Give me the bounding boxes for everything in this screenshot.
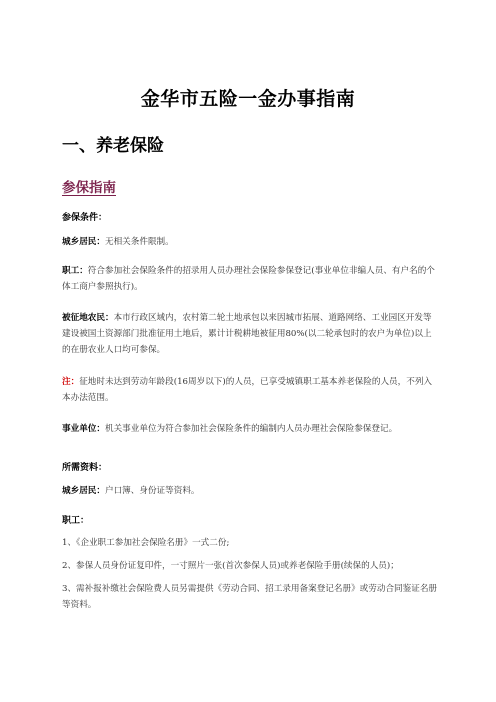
- condition-public-institution-label: 事业单位：: [62, 424, 105, 434]
- subsection-heading: 参保指南: [62, 180, 116, 196]
- material-item: 3、需补报补缴社会保险费人员另需提供《劳动合同、招工录用备案登记名册》或劳动合同鉴证名册等资料。: [62, 584, 438, 610]
- document-title: 金华市五险一金办事指南: [140, 88, 356, 110]
- condition-note-text: 征地时未达到劳动年龄段(16周岁以下)的人员，已享受城镇职工基本养老保险的人员，不列入本办法范围。: [62, 377, 433, 403]
- material-urban-rural-label: 城乡居民：: [62, 486, 105, 496]
- condition-note: [62, 374, 437, 406]
- material-item: 2、参保人员身份证复印件，一寸照片一张(首次参保人员)或养老保险手册(续保的人员)；: [62, 561, 399, 571]
- condition-public-institution: [62, 421, 437, 437]
- materials-employee-heading: 职工：: [62, 516, 90, 526]
- condition-urban-rural-text: 无相关条件限制。: [104, 237, 174, 247]
- condition-land-expropriated: [62, 310, 437, 358]
- condition-employee-label: 职工：: [62, 266, 88, 276]
- condition-employee: [62, 263, 437, 295]
- material-urban-rural-text: 户口簿、身份证等资料。: [104, 486, 200, 496]
- condition-land-expropriated-label: 被征地农民：: [62, 313, 114, 323]
- material-urban-rural: [62, 483, 437, 499]
- condition-public-institution-text: 机关事业单位为符合参加社会保险条件的编制内人员办理社会保险参保登记。: [104, 424, 398, 434]
- condition-urban-rural: [62, 234, 437, 250]
- condition-note-label: 注：: [62, 377, 80, 387]
- conditions-heading: 参保条件：: [62, 213, 108, 223]
- condition-land-expropriated-text: 本市行政区域内，农村第二轮土地承包以来因城市拓展、道路网络、工业园区开发等建设被国土资源部门批准征用土地后，累计计税耕地被征用80%(以二轮承包时的农户为单位)以上的在册农业人口均可参保。: [62, 313, 432, 355]
- condition-urban-rural-label: 城乡居民：: [62, 237, 105, 247]
- material-item: 1、《企业职工参加社会保险名册》一式二份;: [62, 538, 230, 548]
- condition-employee-text: 符合参加社会保险条件的招录用人员办理社会保险参保登记(事业单位非编人员、有户名的个体工商户参照执行)。: [62, 266, 435, 292]
- materials-heading: 所需资料：: [62, 463, 108, 473]
- section-heading: 一、养老保险: [62, 136, 164, 156]
